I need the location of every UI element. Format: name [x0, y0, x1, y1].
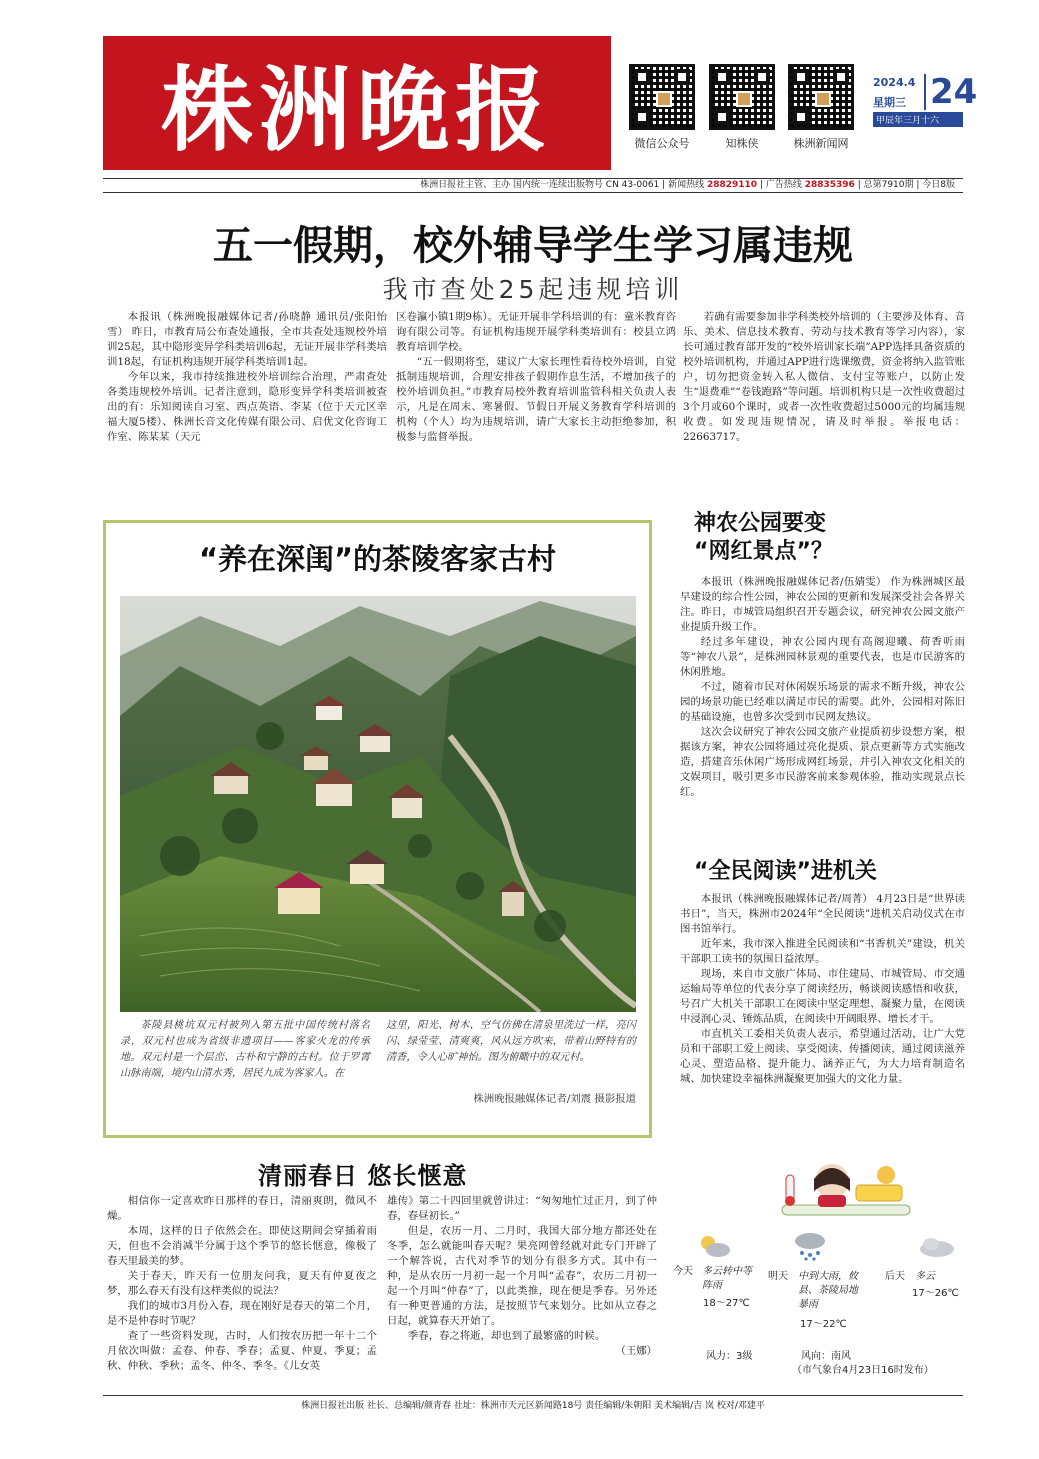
qr-code-news-site	[788, 64, 854, 130]
news-hotline-label: 新闻热线	[668, 180, 705, 190]
lead-paragraph: 区卷瀛小镇1期9栋）。无证开展非学科培训的有：童米教育咨询有限公司等。有证机构违规开展学科类培训有：校县立鸿教育培训学校。	[396, 311, 676, 353]
spring-paragraph: 相信你一定喜欢昨日那样的春日，清丽爽朗，微风不燥。	[107, 1195, 377, 1222]
spring-paragraph: 关于春天，昨天有一位朋友问我，夏天有仲夏夜之梦，那么春天有没有这样类似的说法？	[107, 1270, 377, 1297]
weather-after-temp: 17～26℃	[912, 1288, 959, 1299]
weather-tomorrow-desc: 中到大雨，攸县、茶陵局地暴雨	[798, 1271, 858, 1310]
lead-column-2	[396, 310, 676, 445]
issue-lunar-date: 甲辰年三月十六	[873, 112, 963, 127]
page-count: 今日8版	[922, 180, 955, 190]
lead-subhead: 我市查处25起违规培训	[382, 275, 684, 304]
feature-title: “养在深闺”的茶陵客家古村	[198, 542, 557, 576]
lead-headline: 五一假期，校外辅导学生学习属违规	[213, 223, 853, 269]
side1-body	[680, 575, 965, 800]
cloudy-icon	[917, 1235, 957, 1259]
qr-code-wechat	[629, 64, 695, 130]
weather-after-label: 后天	[885, 1271, 905, 1282]
masthead-title: 株洲晚报	[160, 56, 553, 164]
lead-paragraph: 若确有需要参加非学科类校外培训的（主要涉及体育、音乐、美术、信息技术教育、劳动与技术教育等学习内容），家长可通过教育部开发的“校外培训家长端”APP选择具备资质的校外培训机构，并通过APP进行选课缴费，资金将纳入监管账户，切勿把资金转入私人微信、支付宝等账户，以防止发生“退费难”“卷钱跑路”等问题。培训机构只是一次性收费超过3个月或60个课时，或者一次性收费超过5000元的均属违规收费。如发现违规情况，请及时举报。举报电话：22663717。	[683, 311, 965, 443]
spring-author: （王娜）	[615, 1345, 657, 1357]
spring-column-1	[107, 1194, 377, 1374]
cloudy-sun-icon	[696, 1233, 732, 1259]
spring-paragraph: 雄传》第二十四回里就曾讲过：“匆匆地忙过正月，到了仲春，春昼初长。”	[387, 1195, 657, 1222]
spring-paragraph: 季春，春之将逝，却也到了最繁盛的时候。	[407, 1330, 606, 1342]
weather-today-desc: 多云转中等阵雨	[702, 1266, 752, 1291]
side2-paragraph: 现场，来自市文旅广体局、市住建局、市城管局、市交通运输局等单位的代表分享了阅读经历，畅谈阅读感悟和收获，号召广大机关干部职工在阅读中坚定理想、凝聚力量，在阅读中浸润心灵、锤炼品质，在阅读中开阔眼界、增长才干。	[680, 968, 965, 1025]
weather-source: （市气象台4月23日16时发布）	[792, 1365, 934, 1376]
qr-label-zhizhuxia: 知株侠	[725, 137, 759, 150]
lead-paragraph: 本报讯（株洲晚报融媒体记者/孙晓静 通讯员/张阳怡雪） 昨日，市教育局公布查处通报，全市共查处违规校外培训25起，其中隐形变异学科类培训6起，无证开展非学科类培训18起，有证机构违规开展学科类培训1起。	[107, 311, 387, 368]
side2-paragraph: 近年来，我市深入推进全民阅读和“书香机关”建设，机关干部职工读书的氛围日益浓厚。	[680, 938, 965, 965]
lead-column-3	[683, 310, 965, 445]
weather-after-desc: 多云	[915, 1271, 935, 1282]
side2-title: “全民阅读”进机关	[694, 859, 877, 884]
weather-tomorrow-label: 明天	[768, 1271, 788, 1282]
side1-paragraph: 不过，随着市民对休闲娱乐场景的需求不断升级，神农公园的场景功能已经难以满足市民的需要。此外，公园相对陈旧的基础设施，也曾多次受到市民网友热议。	[680, 681, 965, 723]
side2-paragraph: 本报讯（株洲晚报融媒体记者/周菁） 4月23日是“世界读书日”，当天，株洲市2024年“全民阅读”进机关启动仪式在市图书馆举行。	[680, 893, 965, 935]
weather-wind-direction: 风向：南风	[801, 1351, 851, 1362]
caption-text: 茶陵县桃坑双元村被列入第五批中国传统村落名录，双元村也成为省级非遗项目——客家火龙的传承地。双元村是一个层峦、古朴和宁静的古村。位于罗霄山脉南端，境内山清水秀，居民九成为客家人。在	[120, 1020, 370, 1079]
side2-paragraph: 市直机关工委相关负责人表示，希望通过活动，让广大党员和干部职工爱上阅读、享受阅读、传播阅读，通过阅读滋养心灵、塑造品格、提升能力、涵养正气，为大力培育制造名城、加快建设幸福株洲凝聚更加强大的文化力量。	[680, 1028, 965, 1085]
weather-today-temp: 18～27℃	[703, 1298, 750, 1309]
side1-paragraph: 本报讯（株洲晚报融媒体记者/伍婧雯） 作为株洲城区最早建设的综合性公园，神农公园的更新和发展深受社会各界关注。昨日，市城管局组织召开专题会议，研究神农公园文旅产业提质升级工作。	[680, 576, 965, 633]
page-footer: 株洲日报社出版 社长、总编辑/颜青春 社址：株洲市天元区新闻路18号 责任编辑/朱朝阳 美术编辑/吉 岚 校对/邓建平	[103, 1395, 963, 1411]
feature-caption-right	[386, 1018, 636, 1066]
weather-tomorrow-temp: 17～22℃	[800, 1319, 847, 1330]
ad-hotline-label: 广告热线	[765, 180, 802, 190]
feature-caption-left	[120, 1018, 370, 1082]
issue-number: 总第7910期	[863, 180, 914, 190]
spring-title: 清丽春日 悠长惬意	[258, 1162, 468, 1190]
issue-day: 24	[924, 74, 977, 110]
lead-paragraph: “五一假期将至，建议广大家长理性看待校外培训，自觉抵制违规培训，合理安排孩子假期作息生活，不增加孩子的校外培训负担。”市教育局校外教育培训监管科相关负责人表示，凡是在周末、寒暑假、节假日开展义务教育学科培训的机构（个人）均为违规培训，请广大家长主动拒绝参加，积极参与监督举报。	[396, 356, 676, 443]
spring-paragraph: 本周，这样的日子依然会在。即使这期间会穿插着雨天，但也不会消减半分属于这个季节的悠长惬意，像极了春天里最美的梦。	[107, 1225, 377, 1267]
heavy-rain-icon	[792, 1231, 828, 1261]
weather-wind-force: 风力：3级	[706, 1351, 753, 1362]
side2-body	[680, 892, 965, 1087]
news-hotline: 28829110	[706, 180, 758, 190]
qr-label-news-site: 株洲新闻网	[793, 137, 849, 150]
village-aerial-photo	[120, 596, 636, 1012]
lead-paragraph: 今年以来，我市持续推进校外培训综合治理，严肃查处各类违规校外培训。记者注意到，隐形变异学科类培训被查出的有：乐知阅读自习室、西点英语、李某（位于天元区幸福大厦5楼）、株洲长音文化传媒有限公司、启优文化咨询工作室、陈某某（天元	[107, 371, 387, 443]
photo-credit: 株洲晚报融媒体记者/刘震 摄影报道	[473, 1093, 636, 1105]
publisher-info: 株洲日报社主管、主办 国内统一连续出版物号 CN 43-0061	[420, 180, 660, 190]
spring-paragraph: 但是，农历一月、二月时，我国大部分地方都还处在冬季，怎么就能叫春天呢？果亮网曾经就对此专门开辟了一个解答说，古代对季节的划分有很多方式。其中有一种，是从农历一月初一起一个月叫“孟春”，农历二月初一起一个月叫“仲春”了，以此类推，现在便是季春。另外还有一种更普通的方法，是按照节气来划分。比如从立春之日起，就算春天开始了。	[387, 1225, 657, 1327]
weather-mascot-graphic	[776, 1157, 916, 1219]
issue-year-month: 2024.4	[873, 76, 916, 89]
spring-paragraph: 查了一些资料发现，古时，人们按农历把一年十二个月依次叫做：孟春、仲春、季春；孟夏、仲夏、季夏；孟秋、仲秋、季秋；孟冬、仲冬、季冬。《儿女英	[107, 1330, 377, 1372]
qr-label-wechat: 微信公众号	[634, 137, 690, 150]
weather-today-label: 今天	[673, 1266, 693, 1277]
ad-hotline: 28835396	[804, 180, 855, 190]
side1-paragraph: 经过多年建设，神农公园内现有高阁迎曦、荷香听雨等“神农八景”，是株洲园林景观的重要代表，也是市民游客的休闲胜地。	[680, 636, 965, 678]
issue-weekday: 星期三	[873, 96, 906, 109]
masthead	[103, 36, 611, 170]
lead-column-1	[107, 310, 387, 445]
side1-title-line1: 神农公园要变	[694, 511, 827, 536]
side1-paragraph: 这次会议研究了神农公园文旅产业提质初步设想方案，根据该方案，神农公园将通过亮化提质、景点更新等方式实施改造，搭建音乐休闲广场形成网红场景，并引入神农文化相关的文娱项目，吸引更多市民游客前来参观体验，推动实现景点长红。	[680, 726, 965, 798]
masthead-info-bar: 株洲日报社主管、主办 国内统一连续出版物号 CN 43-0061 | 新闻热线 28829110 | 广告热线 28835396 | 总第7910期 | 今日8版	[103, 178, 963, 193]
spring-column-2	[387, 1194, 657, 1359]
caption-text: 这里，阳光、树木、空气仿佛在清泉里洗过一样，亮闪闪、绿莹莹、清爽爽，风从远方吹来，带着山野特有的清香，令人心旷神怡。图为俯瞰中的双元村。	[386, 1020, 636, 1063]
side1-title-line2: “网红景点”？	[694, 539, 833, 564]
weather-mascot-icon	[776, 1157, 916, 1219]
spring-paragraph: 我们的城市3月份入春，现在刚好是春天的第二个月，是不是仲春时节呢？	[107, 1300, 377, 1327]
qr-code-zhizhuxia	[709, 64, 775, 130]
village-photo-illustration	[120, 596, 636, 1012]
